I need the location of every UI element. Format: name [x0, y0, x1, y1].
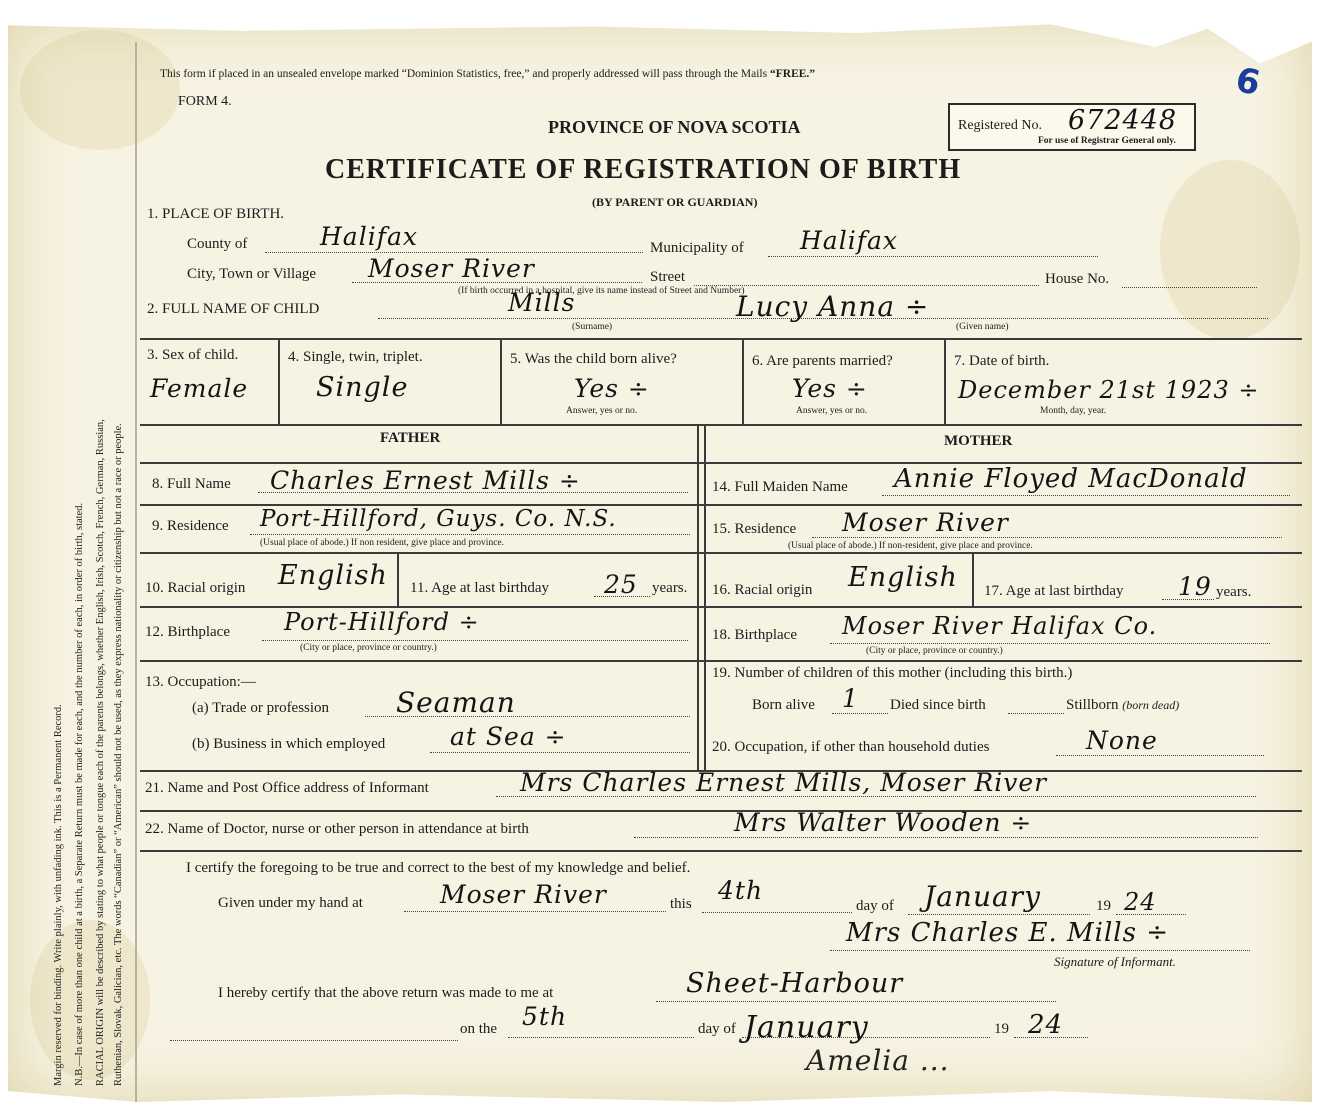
- mother-name-value: Annie Floyed MacDonald: [894, 464, 1248, 494]
- rule: [140, 424, 1302, 426]
- certificate-title: CERTIFICATE OF REGISTRATION OF BIRTH: [325, 154, 962, 185]
- given-place-value: Moser River: [440, 880, 607, 909]
- hospital-note: (If birth occurred in a hospital, give its name instead of Street and Number): [458, 286, 745, 296]
- rule: [140, 810, 1302, 812]
- mother-racial-label: 16. Racial origin: [712, 582, 813, 598]
- return-month-value: January: [744, 1010, 869, 1045]
- father-trade-label: (a) Trade or profession: [192, 700, 330, 716]
- house-label: House No.: [1045, 271, 1110, 287]
- father-business-value: at Sea ÷: [450, 722, 567, 751]
- paper-stain: [30, 920, 150, 1080]
- municipality-label: Municipality of: [650, 240, 744, 256]
- sex-value: Female: [150, 374, 249, 403]
- given-under-label: Given under my hand at: [218, 895, 363, 911]
- given-month-line: [908, 914, 1090, 915]
- registrar-signature: Amelia ...: [806, 1044, 950, 1077]
- father-birthplace-line: [262, 640, 688, 641]
- return-place-line: [656, 1001, 1056, 1002]
- father-age-unit: years.: [652, 580, 688, 596]
- doctor-value: Mrs Walter Wooden ÷: [734, 808, 1033, 837]
- rule: [140, 850, 1302, 852]
- married-label: 6. Are parents married?: [752, 353, 893, 369]
- rule: [397, 552, 399, 606]
- born-alive-value: Yes ÷: [574, 374, 650, 403]
- born-alive-count-label: Born alive: [752, 697, 815, 713]
- given-month-value: January: [924, 880, 1041, 913]
- this-label: this: [670, 896, 692, 912]
- mother-heading: MOTHER: [944, 433, 1013, 449]
- form-number: FORM 4.: [178, 94, 232, 109]
- place-of-birth-label: 1. PLACE OF BIRTH.: [147, 206, 285, 222]
- father-birthplace-caption: (City or place, province or country.): [300, 643, 437, 653]
- mother-birthplace-caption: (City or place, province or country.): [866, 646, 1003, 656]
- father-birthplace-label: 12. Birthplace: [145, 624, 230, 640]
- father-racial-label: 10. Racial origin: [145, 580, 246, 596]
- father-age-value: 25: [604, 570, 638, 599]
- born-alive-count-line: [832, 713, 888, 714]
- died-since-birth-label: Died since birth: [890, 697, 986, 713]
- born-alive-label: 5. Was the child born alive?: [510, 351, 677, 367]
- father-occupation-label: 13. Occupation:—: [145, 674, 256, 690]
- given-place-line: [404, 911, 666, 912]
- county-line: [265, 252, 643, 253]
- municipality-line: [768, 256, 1098, 257]
- stillborn-label: Stillborn (born dead): [1066, 697, 1180, 713]
- certificate-subtitle: (BY PARENT OR GUARDIAN): [592, 195, 758, 209]
- paper-stain: [20, 30, 180, 150]
- on-the-label: on the: [460, 1021, 498, 1037]
- mother-birthplace-value: Moser River Halifax Co.: [842, 612, 1158, 640]
- died-since-birth-line: [1008, 713, 1064, 714]
- informant-signature-line: [830, 950, 1250, 951]
- registrar-note: For use of Registrar General only.: [1038, 136, 1176, 146]
- return-day-of-label: day of: [698, 1021, 736, 1037]
- rule: [944, 338, 946, 424]
- sex-label: 3. Sex of child.: [147, 347, 239, 363]
- father-residence-caption: (Usual place of abode.) If non resident, give place and province.: [260, 538, 504, 548]
- return-day-line: [508, 1037, 694, 1038]
- municipality-value: Halifax: [800, 226, 898, 255]
- return-day-value: 5th: [522, 1002, 568, 1031]
- child-name-label: 2. FULL NAME OF CHILD: [147, 301, 320, 317]
- informant-signature: Mrs Charles E. Mills ÷: [846, 918, 1170, 948]
- given-day-value: 4th: [718, 876, 764, 905]
- margin-note-1: Margin reserved for binding. Write plainly, with unfading ink. This is a Permanent Record.: [53, 704, 64, 1086]
- father-business-label: (b) Business in which employed: [192, 736, 386, 752]
- surname-caption: (Surname): [572, 322, 613, 332]
- father-heading: FATHER: [380, 430, 441, 446]
- father-residence-label: 9. Residence: [152, 518, 229, 534]
- mother-birthplace-line: [830, 643, 1270, 644]
- married-caption: Answer, yes or no.: [796, 406, 868, 416]
- mother-age-value: 19: [1178, 572, 1212, 601]
- father-name-value: Charles Ernest Mills ÷: [270, 466, 581, 495]
- street-label: Street: [650, 269, 685, 285]
- mail-note: This form if placed in an unsealed envelope marked “Dominion Statistics, free,” and properly addressed will pass through the Mails “FREE.”: [160, 68, 816, 80]
- certify-text: I certify the foregoing to be true and correct to the best of my knowledge and belief.: [186, 860, 691, 876]
- plurality-label: 4. Single, twin, triplet.: [288, 349, 423, 365]
- registered-label: Registered No.: [958, 118, 1042, 133]
- rule: [140, 338, 1302, 340]
- father-name-label: 8. Full Name: [152, 476, 231, 492]
- rule: [704, 424, 706, 770]
- mother-name-label: 14. Full Maiden Name: [712, 479, 848, 495]
- rule: [742, 338, 744, 424]
- house-line: [1122, 287, 1257, 288]
- born-alive-count-value: 1: [842, 684, 859, 713]
- child-given-name: Lucy Anna ÷: [736, 290, 930, 323]
- province-title: PROVINCE OF NOVA SCOTIA: [548, 117, 801, 137]
- plurality-value: Single: [316, 372, 409, 403]
- father-trade-value: Seaman: [396, 686, 516, 719]
- born-alive-caption: Answer, yes or no.: [566, 406, 638, 416]
- given-year-value: 24: [1124, 888, 1157, 916]
- mother-residence-label: 15. Residence: [712, 521, 797, 537]
- rule: [972, 552, 974, 606]
- return-label: I hereby certify that the above return was made to me at: [218, 985, 554, 1001]
- given-day-line: [702, 912, 852, 913]
- paper-stain: [1160, 160, 1300, 340]
- mother-racial-value: English: [848, 562, 958, 593]
- mother-occupation-value: None: [1086, 726, 1158, 755]
- mother-residence-value: Moser River: [842, 508, 1009, 537]
- corner-mark: 6: [1232, 59, 1264, 105]
- father-residence-value: Port-Hillford, Guys. Co. N.S.: [260, 506, 617, 532]
- given-year-prefix: 19: [1096, 898, 1111, 914]
- father-age-label: 11. Age at last birthday: [410, 580, 549, 596]
- married-value: Yes ÷: [792, 374, 868, 403]
- county-value: Halifax: [320, 222, 418, 251]
- mother-occupation-line: [1056, 755, 1264, 756]
- margin-note-2: N.B.—In case of more than one child at a birth, a Separate Return must be made for each, and the number of each, in order of birth, stated.: [74, 502, 85, 1086]
- return-year-prefix: 19: [994, 1021, 1009, 1037]
- dob-label: 7. Date of birth.: [954, 353, 1050, 369]
- given-caption: (Given name): [956, 322, 1009, 332]
- signature-caption: Signature of Informant.: [1054, 954, 1176, 969]
- mother-children-label: 19. Number of children of this mother (including this birth.): [712, 665, 1073, 681]
- registered-number: 672448: [1068, 105, 1178, 136]
- rule: [140, 552, 1302, 554]
- dob-value: December 21st 1923 ÷: [958, 376, 1260, 404]
- rule: [140, 660, 1302, 662]
- return-year-value: 24: [1028, 1010, 1064, 1040]
- mother-name-line: [882, 495, 1290, 496]
- mother-residence-caption: (Usual place of abode.) If non-resident, give place and province.: [788, 541, 1033, 551]
- child-surname: Mills: [508, 288, 576, 317]
- margin-note-4: Ruthenian, Slovak, Galician, etc. The words “Canadian” or “American” should not be used, as they express nationality or citizenship but not a race or people.: [113, 423, 124, 1086]
- father-residence-line: [250, 534, 690, 535]
- father-business-line: [430, 752, 690, 753]
- mother-occupation-label: 20. Occupation, if other than household duties: [712, 739, 990, 755]
- mother-birthplace-label: 18. Birthplace: [712, 627, 797, 643]
- rule: [278, 338, 280, 424]
- binding-margin-line: [135, 42, 137, 1102]
- county-label: County of: [187, 236, 248, 252]
- rule: [697, 424, 699, 770]
- city-label: City, Town or Village: [187, 266, 317, 282]
- return-place-value: Sheet-Harbour: [686, 968, 904, 999]
- mother-age-unit: years.: [1216, 584, 1252, 600]
- city-value: Moser River: [368, 254, 535, 283]
- informant-value: Mrs Charles Ernest Mills, Moser River: [520, 768, 1048, 797]
- mother-age-label: 17. Age at last birthday: [984, 583, 1124, 599]
- father-birthplace-value: Port-Hillford ÷: [284, 608, 480, 636]
- return-date-line: [170, 1040, 458, 1041]
- informant-label: 21. Name and Post Office address of Informant: [145, 780, 429, 796]
- margin-note-3: RACIAL ORIGIN will be described by stating to what people or tongue each of the parents belongs, whether English, Irish, Scotch, French, German, Russian,: [95, 419, 106, 1086]
- doctor-line: [634, 837, 1258, 838]
- mother-residence-line: [812, 537, 1282, 538]
- doctor-label: 22. Name of Doctor, nurse or other person in attendance at birth: [145, 821, 529, 837]
- day-of-label: day of: [856, 898, 894, 914]
- father-racial-value: English: [278, 560, 388, 591]
- street-line: [694, 285, 1039, 286]
- rule: [500, 338, 502, 424]
- dob-caption: Month, day, year.: [1040, 406, 1107, 416]
